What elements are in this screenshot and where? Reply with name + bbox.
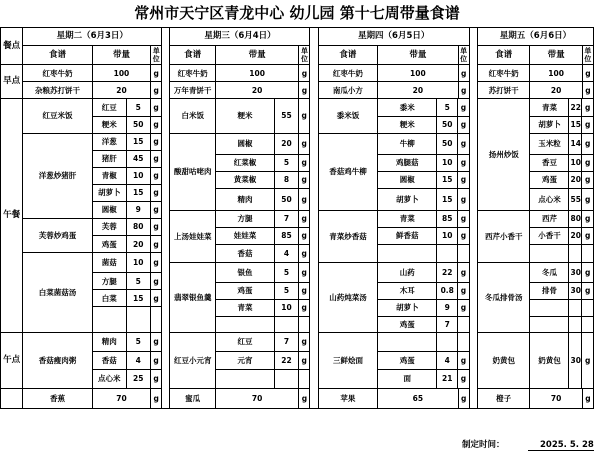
ingredient: 红菜椒 — [215, 154, 274, 171]
unit-cell: g — [150, 116, 161, 133]
empty-cell — [569, 299, 582, 316]
amount: 10 — [569, 154, 582, 171]
day-header-tue: 星期二（6月3日） — [23, 28, 162, 46]
unit-cell: g — [298, 210, 309, 227]
breakfast-amount: 20 — [530, 82, 582, 99]
amount: 5 — [126, 273, 150, 290]
dish-name: 黍米饭 — [319, 99, 378, 133]
snack-tue — [23, 333, 162, 389]
amount: 7 — [274, 333, 298, 351]
amount: 0.8 — [437, 282, 458, 299]
amount: 5 — [274, 282, 298, 299]
fruit-amount: 70 — [215, 389, 299, 409]
unit-cell: g — [298, 227, 309, 244]
breakfast-dish: 红枣牛奶 — [170, 65, 215, 82]
unit-cell: g — [458, 389, 469, 409]
amount: 15 — [437, 188, 458, 210]
unit-cell: g — [298, 282, 309, 299]
amount: 7 — [437, 316, 458, 332]
ingredient: 鲜香菇 — [378, 227, 437, 244]
unit-header: 单位 — [582, 46, 593, 65]
unit-cell: g — [458, 262, 469, 282]
amount: 5 — [274, 262, 298, 282]
amount: 5 — [437, 99, 458, 116]
ingredient: 胡萝卜 — [92, 184, 126, 201]
amount: 10 — [274, 299, 298, 316]
ingredient: 鸡腿菇 — [378, 154, 437, 171]
column-spacer — [469, 28, 477, 409]
unit-cell: g — [298, 262, 309, 282]
amount: 50 — [126, 116, 150, 133]
unit-cell: g — [150, 369, 161, 388]
dish-name: 三鲜烩面 — [319, 333, 378, 388]
amount: 10 — [126, 253, 150, 273]
amount-header: 带量 — [378, 46, 459, 65]
amount-header: 带量 — [530, 46, 582, 65]
empty-cell — [150, 307, 161, 332]
amount: 4 — [274, 244, 298, 262]
ingredient: 青菜 — [530, 99, 569, 116]
unit-cell: g — [150, 273, 161, 290]
unit-cell: g — [585, 356, 591, 365]
dish-name: 红豆米饭 — [23, 99, 92, 133]
empty-cell — [274, 369, 298, 388]
breakfast-dish: 苏打饼干 — [477, 82, 529, 99]
unit-cell: g — [151, 82, 162, 99]
ingredient: 方腿 — [215, 210, 274, 227]
empty-cell — [378, 244, 437, 262]
unit-cell: g — [150, 133, 161, 150]
empty-cell — [378, 333, 437, 351]
unit-cell: g — [150, 253, 161, 273]
unit-cell: g — [582, 171, 593, 188]
unit-cell: g — [458, 188, 469, 210]
amount: 50 — [274, 188, 298, 210]
amount-header: 带量 — [215, 46, 299, 65]
ingredient: 粳米 — [92, 116, 126, 133]
ingredient: 圆椒 — [378, 171, 437, 188]
dish-name: 香菇瘦肉粥 — [23, 333, 92, 388]
dish-name: 上汤娃娃菜 — [170, 210, 215, 262]
ingredient: 芙蓉 — [92, 218, 126, 235]
ingredient: 鸡蛋 — [530, 171, 569, 188]
amount: 80 — [126, 218, 150, 235]
breakfast-amount: 100 — [378, 65, 459, 82]
meal-breakfast: 早点 — [1, 65, 23, 99]
lunch-thu — [318, 99, 469, 333]
fruit-name: 橙子 — [477, 389, 529, 409]
empty-cell — [530, 299, 569, 316]
recipe-header: 食谱 — [318, 46, 377, 65]
ingredient: 点心米 — [92, 369, 126, 388]
empty-cell — [215, 369, 274, 388]
unit-cell: g — [299, 82, 310, 99]
amount: 10 — [437, 154, 458, 171]
empty-cell — [437, 333, 458, 351]
unit-cell: g — [298, 188, 309, 210]
ingredient: 方腿 — [92, 273, 126, 290]
ingredient: 银鱼 — [215, 262, 274, 282]
breakfast-dish: 红枣牛奶 — [318, 65, 377, 82]
ingredient: 粳米 — [215, 99, 274, 133]
unit-cell: g — [150, 150, 161, 167]
ingredient: 胡萝卜 — [378, 188, 437, 210]
breakfast-amount: 20 — [378, 82, 459, 99]
ingredient: 白菜 — [92, 290, 126, 307]
unit-cell: g — [150, 167, 161, 184]
empty-cell — [92, 307, 126, 332]
breakfast-amount: 100 — [530, 65, 582, 82]
ingredient: 黍米 — [378, 99, 437, 116]
amount: 14 — [569, 133, 582, 154]
ingredient: 青菜 — [378, 210, 437, 227]
meal-snack: 午点 — [1, 333, 23, 389]
fruit-name: 苹果 — [318, 389, 377, 409]
ingredient: 粳米 — [378, 116, 437, 133]
ingredient: 胡萝卜 — [378, 299, 437, 316]
ingredient: 红豆 — [92, 99, 126, 116]
ingredient: 胡萝卜 — [530, 116, 569, 133]
unit-cell: g — [458, 65, 469, 82]
ingredient: 牛柳 — [378, 133, 437, 154]
dish-name: 西芹小香干 — [478, 210, 530, 262]
weekly-menu-table — [0, 27, 594, 409]
unit-cell: g — [299, 65, 310, 82]
unit-cell: g — [150, 236, 161, 253]
ingredient: 圆椒 — [215, 133, 274, 154]
ingredient: 香菇 — [215, 244, 274, 262]
empty-cell — [530, 316, 569, 332]
amount: 5 — [126, 99, 150, 116]
ingredient: 奶黄包 — [530, 333, 569, 388]
ingredient: 香菇 — [92, 351, 126, 369]
breakfast-dish: 红枣牛奶 — [477, 65, 529, 82]
unit-cell: g — [150, 333, 161, 351]
unit-cell: g — [458, 133, 469, 154]
fruit-name: 香蕉 — [23, 389, 93, 409]
dish-name: 冬瓜排骨汤 — [478, 262, 530, 332]
column-spacer — [310, 28, 318, 409]
amount: 22 — [569, 99, 582, 116]
lunch-fri — [477, 99, 593, 333]
ingredient: 点心米 — [530, 188, 569, 210]
fruit-amount: 70 — [92, 389, 150, 409]
unit-cell: g — [582, 99, 593, 116]
dish-name: 红豆小元宵 — [170, 333, 215, 388]
unit-header: 单位 — [151, 46, 162, 65]
breakfast-amount: 20 — [92, 82, 150, 99]
ingredient: 猪肝 — [92, 150, 126, 167]
ingredient: 青菜 — [215, 299, 274, 316]
dish-name: 青菜炒香菇 — [319, 210, 378, 262]
ingredient: 鸡蛋 — [92, 236, 126, 253]
unit-cell: g — [582, 210, 593, 227]
amount: 4 — [126, 351, 150, 369]
amount: 30 — [569, 333, 582, 388]
footer-underline — [528, 450, 594, 451]
ingredient: 红豆 — [215, 333, 274, 351]
dish-name: 山药炖菜汤 — [319, 262, 378, 332]
dish-name: 芙蓉炒鸡蛋 — [23, 218, 92, 252]
amount: 20 — [569, 227, 582, 244]
amount: 5 — [274, 154, 298, 171]
fruit-amount: 65 — [378, 389, 459, 409]
ingredient: 洋葱 — [92, 133, 126, 150]
unit-cell: g — [458, 369, 469, 388]
unit-cell: g — [458, 171, 469, 188]
ingredient: 鸡蛋 — [215, 282, 274, 299]
unit-cell: g — [458, 282, 469, 299]
empty-cell — [569, 316, 582, 332]
breakfast-dish: 南瓜小方 — [318, 82, 377, 99]
unit-cell: g — [298, 351, 309, 369]
unit-cell: g — [298, 99, 309, 133]
ingredient: 西芹 — [530, 210, 569, 227]
dish-name: 白米饭 — [170, 99, 215, 133]
ingredient: 鸡蛋 — [378, 316, 437, 332]
empty-cell — [569, 244, 582, 262]
unit-header: 单位 — [299, 46, 310, 65]
amount: 20 — [274, 133, 298, 154]
amount: 5 — [126, 333, 150, 351]
unit-cell: g — [582, 262, 593, 282]
ingredient: 精肉 — [92, 333, 126, 351]
breakfast-dish: 杂粮苏打饼干 — [23, 82, 93, 99]
unit-cell: g — [150, 351, 161, 369]
amount: 15 — [569, 116, 582, 133]
fruit-meal-cell — [1, 389, 23, 409]
ingredient: 黄菜椒 — [215, 171, 274, 188]
ingredient: 菌菇 — [92, 253, 126, 273]
amount: 80 — [569, 210, 582, 227]
unit-cell: g — [582, 282, 593, 299]
unit-cell: g — [299, 389, 310, 409]
empty-cell — [298, 316, 309, 332]
amount: 15 — [126, 133, 150, 150]
dish-name: 香菇鸡牛柳 — [319, 133, 378, 210]
empty-cell — [458, 244, 469, 262]
meal-header: 餐点 — [1, 28, 23, 65]
empty-cell — [582, 316, 593, 332]
unit-cell: g — [150, 184, 161, 201]
unit-cell: g — [458, 227, 469, 244]
snack-fri — [477, 333, 593, 389]
ingredient: 冬瓜 — [530, 262, 569, 282]
unit-cell: g — [458, 116, 469, 133]
ingredient: 香豆 — [530, 154, 569, 171]
unit-cell: g — [582, 133, 593, 154]
empty-cell — [458, 316, 469, 332]
breakfast-dish: 红枣牛奶 — [23, 65, 93, 82]
ingredient: 山药 — [378, 262, 437, 282]
amount: 25 — [126, 369, 150, 388]
amount: 55 — [569, 188, 582, 210]
lunch-wed — [170, 99, 310, 333]
unit-cell: g — [458, 82, 469, 99]
unit-cell: g — [582, 188, 593, 210]
amount: 22 — [437, 262, 458, 282]
amount: 85 — [274, 227, 298, 244]
amount: 9 — [437, 299, 458, 316]
unit-cell: g — [298, 133, 309, 154]
ingredient: 精肉 — [215, 188, 274, 210]
ingredient: 面 — [378, 369, 437, 388]
unit-cell: g — [582, 116, 593, 133]
amount: 9 — [126, 201, 150, 218]
unit-header: 单位 — [458, 46, 469, 65]
unit-cell: g — [298, 333, 309, 351]
amount: 45 — [126, 150, 150, 167]
unit-cell: g — [458, 99, 469, 116]
meal-lunch: 午餐 — [1, 99, 23, 333]
dish-name: 洋葱炒猪肝 — [23, 133, 92, 218]
amount: 50 — [437, 116, 458, 133]
amount: 15 — [437, 171, 458, 188]
unit-cell: g — [458, 154, 469, 171]
amount: 30 — [569, 262, 582, 282]
empty-cell — [274, 316, 298, 332]
footer-date: 2025. 5. 28 — [540, 440, 594, 450]
amount: 30 — [569, 282, 582, 299]
amount: 7 — [274, 210, 298, 227]
empty-cell — [458, 333, 469, 351]
breakfast-amount: 100 — [215, 65, 299, 82]
ingredient: 排骨 — [530, 282, 569, 299]
unit-cell: g — [582, 227, 593, 244]
amount: 20 — [569, 171, 582, 188]
unit-cell: g — [582, 82, 593, 99]
empty-cell — [298, 369, 309, 388]
unit-cell: g — [150, 99, 161, 116]
day-header-fri: 星期五（6月6日） — [477, 28, 593, 46]
ingredient: 元宵 — [215, 351, 274, 369]
unit-cell: g — [458, 299, 469, 316]
snack-thu — [318, 333, 469, 389]
unit-cell: g — [298, 299, 309, 316]
recipe-header: 食谱 — [170, 46, 215, 65]
amount: 22 — [274, 351, 298, 369]
breakfast-amount: 100 — [92, 65, 150, 82]
lunch-tue — [23, 99, 162, 333]
column-spacer — [162, 28, 170, 409]
breakfast-dish: 万年青饼干 — [170, 82, 215, 99]
dish-name: 扬州炒饭 — [478, 99, 530, 210]
amount: 55 — [274, 99, 298, 133]
amount: 10 — [437, 227, 458, 244]
ingredient: 娃娃菜 — [215, 227, 274, 244]
unit-cell: g — [150, 201, 161, 218]
amount: 8 — [274, 171, 298, 188]
amount: 85 — [437, 210, 458, 227]
unit-cell: g — [458, 210, 469, 227]
unit-cell: g — [582, 389, 593, 409]
amount: 4 — [437, 351, 458, 369]
unit-cell: g — [151, 65, 162, 82]
unit-cell: g — [582, 65, 593, 82]
fruit-name: 蜜瓜 — [170, 389, 215, 409]
unit-cell: g — [151, 389, 162, 409]
ingredient: 鸡蛋 — [378, 351, 437, 369]
ingredient: 木耳 — [378, 282, 437, 299]
amount: 10 — [126, 167, 150, 184]
amount-header: 带量 — [92, 46, 150, 65]
dish-name: 奶黄包 — [478, 333, 530, 388]
unit-cell: g — [150, 290, 161, 307]
empty-cell — [215, 316, 274, 332]
unit-cell: g — [298, 244, 309, 262]
footer-label: 制定时间： — [462, 440, 505, 450]
dish-name: 酸甜咕咾肉 — [170, 133, 215, 210]
amount: 15 — [126, 290, 150, 307]
page-title: 常州市天宁区青龙中心 幼儿园 第十七周带量食谱 — [134, 4, 460, 22]
amount: 21 — [437, 369, 458, 388]
dish-name: 白菜菌菇汤 — [23, 253, 92, 332]
unit-cell: g — [298, 171, 309, 188]
breakfast-amount: 20 — [215, 82, 299, 99]
dish-name: 翡翠银鱼羹 — [170, 262, 215, 332]
empty-cell — [437, 244, 458, 262]
empty-cell — [582, 244, 593, 262]
unit-cell: g — [582, 154, 593, 171]
amount: 20 — [126, 236, 150, 253]
amount: 15 — [126, 184, 150, 201]
recipe-header: 食谱 — [477, 46, 529, 65]
ingredient: 小香干 — [530, 227, 569, 244]
snack-wed — [170, 333, 310, 389]
ingredient: 青椒 — [92, 167, 126, 184]
amount: 50 — [437, 133, 458, 154]
ingredient: 玉米粒 — [530, 133, 569, 154]
empty-cell — [582, 299, 593, 316]
unit-cell: g — [458, 351, 469, 369]
ingredient: 圆椒 — [92, 201, 126, 218]
recipe-header: 食谱 — [23, 46, 93, 65]
empty-cell — [530, 244, 569, 262]
unit-cell: g — [298, 154, 309, 171]
unit-cell: g — [150, 218, 161, 235]
day-header-thu: 星期四（6月5日） — [318, 28, 469, 46]
day-header-wed: 星期三（6月4日） — [170, 28, 310, 46]
empty-cell — [126, 307, 150, 332]
fruit-amount: 70 — [530, 389, 582, 409]
